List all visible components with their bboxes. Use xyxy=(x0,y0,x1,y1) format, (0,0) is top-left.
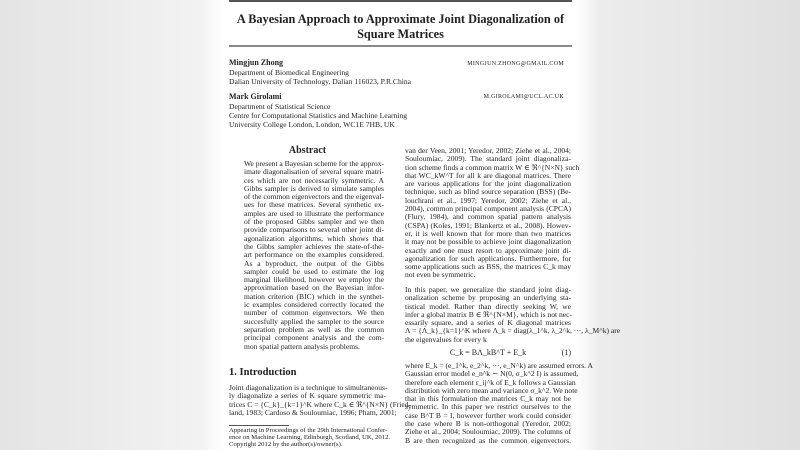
text-line: symmetric. In this paper we restrict ourselves to the xyxy=(405,402,571,412)
section-heading: 1. Introduction xyxy=(229,367,297,378)
title-rule xyxy=(229,45,572,47)
text-line: approximation based on the Bayesian infor- xyxy=(244,283,384,293)
right-column-para-2 xyxy=(405,285,621,344)
text-line: amples are used to illustrate the performance xyxy=(244,208,384,218)
top-rule xyxy=(229,0,572,2)
equation-1 xyxy=(405,348,571,357)
author-email[interactable]: MINGJUN.ZHONG@GMAIL.COM xyxy=(467,61,564,67)
text-line: (Flury, 1984), and common spatial pattern analysis xyxy=(405,212,571,222)
text-line: Λ = {Λ_k}_{k=1}^K where Λ_k = diag(λ_1^k, λ_2^k, ···, λ_M^k) are xyxy=(405,326,621,336)
affiliation: Centre for Computational Statistics and Machine Learning xyxy=(229,110,407,120)
title-line: Square Matrices xyxy=(357,27,444,41)
text-line: technique, such as blind source separation (BSS) (Be- xyxy=(405,187,571,197)
text-line: van der Veen, 2001; Yeredor, 2002; Ziehe et al., 2004; xyxy=(405,146,571,155)
text-line: sampler could be used to estimate the log xyxy=(244,266,384,276)
text-line: are various applications for the joint diagonalization xyxy=(405,179,571,189)
title-line: A Bayesian Approach to Approximate Joint Diagonalization of xyxy=(236,12,565,26)
author-name: Mingjun Zhong xyxy=(229,58,284,67)
text-line: exactly and one must resort to approximate joint di- xyxy=(405,245,571,255)
text-line: ces which are not necessarily symmetric. A xyxy=(244,175,384,185)
text-line: the eigenvalues for every k xyxy=(405,334,487,344)
text-line: that in this formulation the matrices C_k may not be xyxy=(405,394,571,404)
text-line: Souloumiac, 2009). The standard joint diagonaliza- xyxy=(405,154,571,164)
text-line: number of common eigenvectors. We then xyxy=(244,308,384,318)
equation-text: C_k = BΛ_kB^T + E_k xyxy=(449,348,527,357)
text-line: of the common eigenvectors and the eigenval- xyxy=(244,192,384,202)
text-line: Gibbs sampler is derived to simulate samples xyxy=(244,183,384,193)
text-line: mon spatial pattern analysis problems. xyxy=(244,341,360,351)
author-name: Mark Girolami xyxy=(229,92,282,101)
text-line: where E_k = (e_1^k, e_2^k, ···, e_N^k) are assumed errors. A xyxy=(405,361,593,370)
text-line: land, 1983; Cardoso & Souloumiac, 1996; Pham, 2001; xyxy=(229,407,397,417)
text-line: (CSPA) (Koles, 1991; Blankertz et al., 2008). Howev- xyxy=(405,220,571,230)
affiliation: Department of Statistical Science xyxy=(229,101,331,111)
text-line: We present a Bayesian scheme for the approx- xyxy=(244,159,385,168)
text-line: the Gibbs sampler achieves the state-of-the- xyxy=(244,241,384,251)
right-column-para-1 xyxy=(405,146,580,280)
equation-number: (1) xyxy=(561,348,571,357)
text-line: ly diagonalize a series of K square symmetric ma- xyxy=(229,391,386,401)
text-line: As a byproduct, the output of the Gibbs xyxy=(244,258,384,268)
text-line: of the proposed Gibbs sampler and we then xyxy=(244,217,384,227)
text-line: er, it is well known that for more than two matrices xyxy=(405,228,571,238)
text-line: Appearing in Proceedings of the 29th International Confer- xyxy=(229,427,388,434)
intro-body xyxy=(229,383,412,417)
text-line: case B^T B = I, however further work could consider xyxy=(405,410,571,420)
author-1 xyxy=(229,59,411,87)
text-line: Joint diagonalization is a technique to simultaneous- xyxy=(229,383,388,392)
text-line: Gaussian error model e_n^k ∼ N(0, σ_k^2 I) is assumed, xyxy=(405,369,579,379)
text-line: Copyright 2012 by the author(s)/owner(s). xyxy=(229,441,343,449)
text-line: infer a global matrix B ∈ ℜ^{N×M}, which is not nec- xyxy=(405,309,572,319)
text-line: provide comparisons to several other joint di- xyxy=(244,225,384,235)
affiliation: Department of Biomedical Engineering xyxy=(229,67,349,77)
affiliation: University College London, London, WC1E 7HB, UK xyxy=(229,119,395,129)
right-column-para-3 xyxy=(405,361,593,445)
footnote-rule xyxy=(229,425,289,426)
text-line: tion scheme finds a common matrix W ∈ ℜ^{N×N} such xyxy=(405,162,580,172)
text-line: ues for these matrices. Several synthetic ex- xyxy=(244,200,384,210)
abstract-body xyxy=(244,160,384,351)
paper-title xyxy=(229,12,572,42)
text-line: agonalization algorithms, which shows that xyxy=(244,233,384,243)
text-line: onalization scheme by proposing an underlying sta- xyxy=(405,293,571,303)
text-line: Ziehe et al., 2004; Souloumiac, 2009). The columns of xyxy=(405,427,571,437)
text-line: principal component analysis and the com- xyxy=(244,333,384,343)
text-line: tistical model. Rather than directly seeking W, we xyxy=(405,301,571,311)
text-line: ence on Machine Learning, Edinburgh, Scotland, UK, 2012. xyxy=(229,434,391,442)
text-line: distribution with zero mean and variance σ_k^2. We note xyxy=(405,385,578,395)
author-email[interactable]: M.GIROLAMI@UCL.AC.UK xyxy=(483,94,564,100)
text-line: In this paper, we generalize the standard joint diag- xyxy=(405,285,571,294)
text-line: separation problem as well as the common xyxy=(244,324,384,334)
author-2 xyxy=(229,93,407,130)
abstract-heading: Abstract xyxy=(288,145,327,156)
text-line: succesfully applied the sampler to the source xyxy=(244,316,384,326)
text-line: the case where B is non-orthogonal (Yeredor, 2002; xyxy=(405,419,571,429)
text-line: trices C = {C_k}_{k=1}^K where C_k ∈ ℜ^{N×N} (Fried- xyxy=(229,399,412,409)
affiliation: Dalian University of Technology, Dalian 116023, P.R.China xyxy=(229,76,412,86)
text-line: therefore each element ε_ij^k of E_k follows a Gaussian xyxy=(405,377,576,387)
text-line: louchrani et al., 1997; Yeredor, 2002; Ziehe et al., xyxy=(405,195,571,205)
text-line: that WC_kW^T for all k are diagonal matrices. There xyxy=(405,170,571,180)
text-line: ic examples considered correctly located the xyxy=(244,300,384,310)
text-line: B are then recognized as the common eigenvectors. xyxy=(405,435,571,445)
text-line: some applications such as BSS, the matrices C_k may xyxy=(405,262,571,272)
text-line: agonalization for such applications. Furthermore, for xyxy=(405,253,571,263)
text-line: imate diagonalisation of several square matri- xyxy=(244,167,384,177)
text-line: mation criterion (BIC) which in the synthet- xyxy=(244,291,384,301)
text-line: it may not be possible to achieve joint diagonalization xyxy=(405,237,571,247)
paper-page xyxy=(229,0,621,450)
text-line: 2004), common principal component analysis (CPCA) xyxy=(405,204,571,214)
footnote xyxy=(229,427,391,449)
text-line: essarily square, and a series of K diagonal matrices xyxy=(405,318,571,328)
text-line: not even be symmetric. xyxy=(405,270,476,280)
text-line: marginal likelihood, however we employ the xyxy=(244,275,384,285)
text-line: art performance on the examples considered. xyxy=(244,250,384,260)
